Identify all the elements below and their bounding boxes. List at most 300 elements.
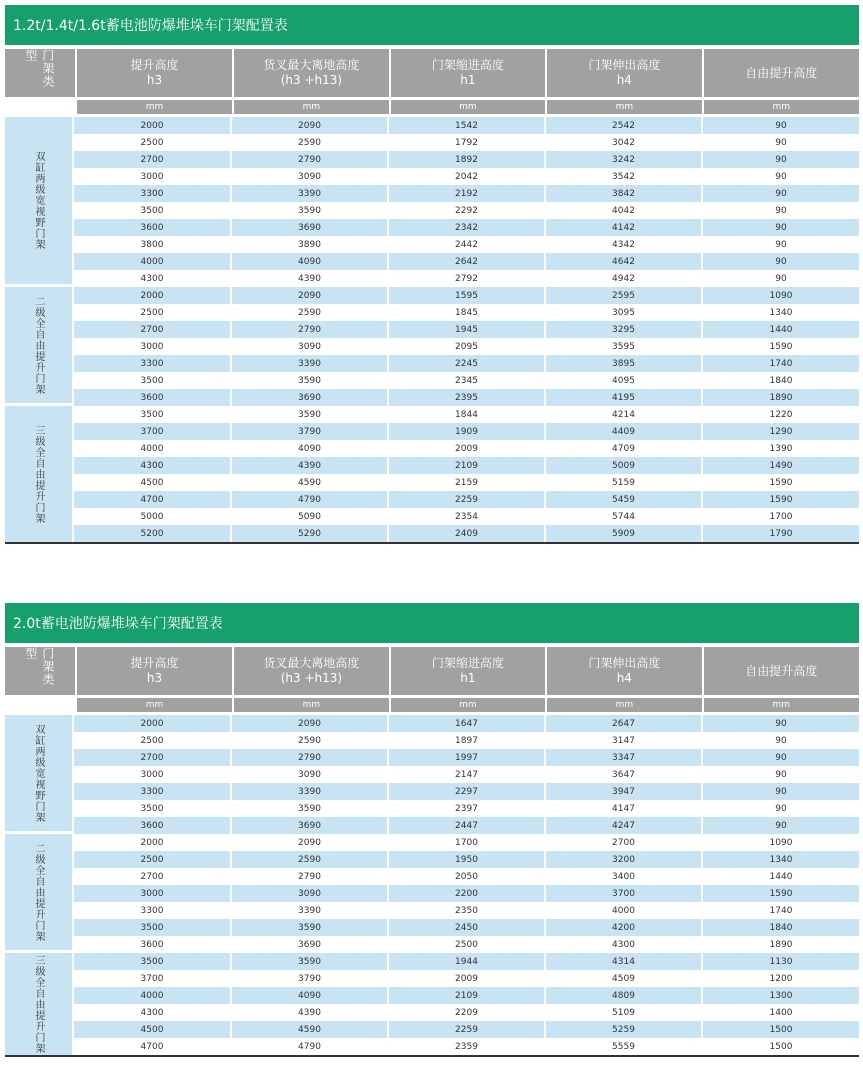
table-cell: 5744 [612, 511, 635, 522]
mast-type-column [5, 117, 72, 542]
table-cell: 3390 [232, 355, 387, 372]
table-cell: 2354 [455, 511, 478, 522]
table-cell: 90 [775, 205, 787, 216]
table-row [74, 885, 859, 902]
table-cell: 4300 [140, 273, 164, 284]
table-cell: 2259 [389, 491, 544, 508]
mast-type-label-text: 三级全自由提升门架 [33, 954, 44, 1054]
table-cell: 2397 [455, 803, 478, 814]
table-row [74, 202, 859, 219]
table-cell: 1440 [703, 321, 859, 338]
table-cell: 1997 [389, 749, 544, 766]
table-cell: 3690 [232, 389, 387, 406]
table-title-text: 2.0t蓄电池防爆堆垛车门架配置表 [13, 616, 223, 632]
table-cell: 1944 [389, 953, 544, 970]
table-cell: 3300 [74, 355, 230, 372]
table-cell: 1840 [703, 919, 859, 936]
mast-type-label [5, 117, 72, 287]
column-header-label: 货叉最大离地高度 [263, 58, 360, 72]
table-cell: 3090 [298, 769, 321, 780]
table-cell: 4195 [546, 389, 701, 406]
table-cell: 90 [775, 239, 787, 250]
table-row [74, 338, 859, 355]
table-cell: 2192 [389, 185, 544, 202]
table-cell: 5909 [546, 525, 701, 542]
table-cell: 2090 [232, 715, 387, 732]
header-row [5, 49, 859, 97]
table-cell: 4700 [74, 491, 230, 508]
table-cell: 2095 [455, 341, 478, 352]
table-section-1 [5, 5, 859, 544]
unit-label: mm [391, 698, 545, 712]
table-cell: 2500 [74, 851, 230, 868]
table-cell: 2000 [74, 287, 230, 304]
table-cell: 1844 [455, 409, 478, 420]
table-cell: 3590 [232, 953, 387, 970]
table-cell: 4409 [546, 423, 701, 440]
table-cell: 3042 [612, 137, 635, 148]
table-cell: 3542 [612, 171, 635, 182]
table-cell: 2000 [74, 715, 230, 732]
data-rows [74, 117, 859, 542]
table-cell: 3500 [140, 375, 164, 386]
table-cell: 4214 [612, 409, 635, 420]
table-cell: 4642 [546, 253, 701, 270]
table-title-1 [5, 5, 859, 45]
table-cell: 3600 [74, 817, 230, 834]
table-row [74, 970, 859, 987]
table-row [74, 800, 859, 817]
table-cell: 4790 [298, 1041, 321, 1052]
table-cell: 4200 [546, 919, 701, 936]
table-cell: 1892 [389, 151, 544, 168]
table-cell: 5559 [612, 1041, 635, 1052]
table-cell: 3842 [546, 185, 701, 202]
column-header-symbol: h3 [146, 73, 163, 87]
table-cell: 4000 [140, 443, 164, 454]
unit-label: mm [704, 698, 859, 712]
column-header-symbol: h1 [460, 671, 476, 685]
table-cell: 2042 [455, 171, 478, 182]
table-cell: 2590 [298, 735, 321, 746]
table-cell: 2590 [298, 137, 321, 148]
mast-type-label-text: 双缸两级宽视野门架 [33, 151, 44, 250]
table-row [74, 936, 859, 953]
table-cell: 3590 [298, 375, 321, 386]
table-cell: 2700 [74, 749, 230, 766]
table-body [5, 715, 859, 1055]
table-cell: 90 [703, 783, 859, 800]
table-cell: 2350 [455, 905, 478, 916]
table-cell: 3000 [74, 885, 230, 902]
table-cell: 1909 [389, 423, 544, 440]
column-header [547, 49, 701, 97]
table-cell: 3895 [546, 355, 701, 372]
table-cell: 4147 [612, 803, 635, 814]
table-cell: 4700 [140, 1041, 164, 1052]
table-cell: 3390 [232, 783, 387, 800]
table-cell: 3800 [140, 239, 164, 250]
table-cell: 3200 [546, 851, 701, 868]
table-cell: 3390 [232, 185, 387, 202]
table-cell: 5109 [612, 1007, 635, 1018]
table-row [74, 321, 859, 338]
table-cell: 3590 [232, 919, 387, 936]
table-cell: 3347 [546, 749, 701, 766]
table-cell: 5200 [74, 525, 230, 542]
table-row [74, 253, 859, 270]
table-cell: 1500 [703, 1021, 859, 1038]
table-cell: 1390 [769, 443, 793, 454]
table-cell: 2200 [389, 885, 544, 902]
table-cell: 1740 [769, 905, 793, 916]
table-cell: 2700 [74, 321, 230, 338]
table-cell: 2050 [455, 871, 478, 882]
mast-type-column [5, 715, 72, 1055]
table-cell: 1590 [703, 885, 859, 902]
table-row [74, 151, 859, 168]
column-header-label: 货叉最大离地高度 [263, 656, 360, 670]
table-row [74, 1038, 859, 1055]
table-cell: 3300 [74, 185, 230, 202]
table-cell: 3700 [140, 973, 164, 984]
column-header-label: 自由提升高度 [745, 65, 818, 80]
table-cell: 3600 [140, 939, 164, 950]
unit-label: mm [234, 100, 388, 114]
table-cell: 2109 [389, 987, 544, 1004]
column-header [704, 647, 859, 695]
table-cell: 1700 [455, 837, 478, 848]
table-cell: 3000 [140, 171, 164, 182]
table-body [5, 117, 859, 542]
table-row [74, 423, 859, 440]
column-header [77, 647, 232, 695]
mast-type-label [5, 715, 72, 834]
table-cell: 90 [703, 817, 859, 834]
table-cell: 2500 [140, 137, 164, 148]
table-cell: 1490 [703, 457, 859, 474]
unit-label: mm [547, 100, 701, 114]
table-row [74, 868, 859, 885]
unit-row [5, 698, 859, 712]
table-cell: 4590 [232, 1021, 387, 1038]
table-bottom-rule [5, 542, 859, 544]
table-cell: 1440 [769, 871, 793, 882]
table-cell: 2009 [455, 443, 478, 454]
table-cell: 4247 [546, 817, 701, 834]
table-row [74, 732, 859, 749]
column-header-label: 自由提升高度 [745, 663, 818, 678]
column-header-symbol: h4 [616, 671, 632, 685]
table-cell: 1740 [703, 355, 859, 372]
table-cell: 1590 [703, 491, 859, 508]
table-row [74, 440, 859, 457]
table-cell: 4790 [232, 491, 387, 508]
table-row [74, 491, 859, 508]
table-cell: 4090 [232, 253, 387, 270]
table-row [74, 1021, 859, 1038]
table-cell: 4390 [298, 1007, 321, 1018]
table-cell: 2345 [455, 375, 478, 386]
table-cell: 1340 [769, 307, 793, 318]
table-cell: 1090 [703, 287, 859, 304]
table-row [74, 1004, 859, 1021]
table-cell: 3790 [298, 973, 321, 984]
table-cell: 3947 [546, 783, 701, 800]
table-cell: 1890 [703, 389, 859, 406]
table-cell: 4090 [232, 987, 387, 1004]
table-cell: 3400 [612, 871, 635, 882]
table-cell: 1792 [455, 137, 478, 148]
table-cell: 3500 [140, 409, 164, 420]
table-cell: 3090 [298, 341, 321, 352]
table-cell: 1700 [769, 511, 793, 522]
table-cell: 3000 [140, 769, 164, 780]
column-header [77, 49, 232, 97]
table-row [74, 389, 859, 406]
column-header-symbol: h3 [146, 671, 163, 685]
table-cell: 2700 [612, 837, 635, 848]
table-cell: 90 [703, 151, 859, 168]
table-row [74, 749, 859, 766]
table-cell: 2245 [389, 355, 544, 372]
table-cell: 4342 [612, 239, 635, 250]
table-cell: 3500 [140, 205, 164, 216]
table-cell: 3890 [298, 239, 321, 250]
table-cell: 5009 [546, 457, 701, 474]
table-cell: 5159 [612, 477, 635, 488]
table-cell: 90 [775, 803, 787, 814]
table-cell: 1290 [703, 423, 859, 440]
table-cell: 3095 [612, 307, 635, 318]
table-row [74, 372, 859, 389]
table-cell: 2647 [546, 715, 701, 732]
table-cell: 4500 [74, 1021, 230, 1038]
table-row [74, 953, 859, 970]
table-cell: 1840 [769, 375, 793, 386]
table-cell: 2442 [455, 239, 478, 250]
table-cell: 5259 [546, 1021, 701, 1038]
table-row [74, 783, 859, 800]
table-cell: 2409 [389, 525, 544, 542]
header-row [5, 647, 859, 695]
table-cell: 4942 [612, 273, 635, 284]
column-header-symbol: (h3 +h13) [280, 671, 343, 685]
table-cell: 3147 [612, 735, 635, 746]
config-table-1 [5, 49, 859, 544]
table-cell: 3590 [298, 409, 321, 420]
table-cell: 2109 [389, 457, 544, 474]
table-row [74, 117, 859, 134]
table-cell: 4090 [298, 443, 321, 454]
table-cell: 3390 [298, 905, 321, 916]
table-section-2 [5, 603, 859, 1057]
table-cell: 1300 [703, 987, 859, 1004]
table-cell: 3690 [298, 939, 321, 950]
table-cell: 2159 [455, 477, 478, 488]
table-cell: 90 [703, 715, 859, 732]
table-cell: 2790 [298, 871, 321, 882]
table-cell: 1130 [703, 953, 859, 970]
table-cell: 4390 [232, 457, 387, 474]
mast-type-header-text: 门架类型 [23, 647, 55, 686]
table-cell: 3500 [74, 919, 230, 936]
unit-label: mm [391, 100, 545, 114]
table-cell: 4709 [612, 443, 635, 454]
table-row [74, 406, 859, 423]
table-cell: 4390 [298, 273, 321, 284]
table-cell: 2000 [140, 837, 164, 848]
table-cell: 4509 [612, 973, 635, 984]
unit-label: mm [77, 698, 232, 712]
table-cell: 3300 [74, 783, 230, 800]
table-cell: 4500 [140, 477, 164, 488]
table-cell: 4095 [612, 375, 635, 386]
table-cell: 4042 [612, 205, 635, 216]
config-table-2 [5, 647, 859, 1057]
table-cell: 90 [775, 769, 787, 780]
table-cell: 3590 [298, 803, 321, 814]
table-cell: 1200 [769, 973, 793, 984]
table-cell: 2595 [546, 287, 701, 304]
table-cell: 2500 [140, 735, 164, 746]
mast-type-label [5, 406, 72, 542]
table-cell: 3590 [298, 205, 321, 216]
table-cell: 1790 [703, 525, 859, 542]
table-row [74, 987, 859, 1004]
column-header-label: 门架缩进高度 [431, 656, 504, 670]
table-cell: 2590 [298, 307, 321, 318]
unit-label: mm [704, 100, 859, 114]
table-row [74, 236, 859, 253]
mast-type-header-text: 门架类型 [23, 49, 55, 88]
table-cell: 3500 [140, 803, 164, 814]
table-cell: 3090 [232, 885, 387, 902]
table-cell: 3690 [232, 817, 387, 834]
table-cell: 4314 [546, 953, 701, 970]
table-cell: 1897 [455, 735, 478, 746]
table-cell: 1542 [389, 117, 544, 134]
column-header-label: 门架缩进高度 [431, 58, 504, 72]
unit-label: mm [234, 698, 388, 712]
mast-type-label [5, 953, 72, 1055]
mast-type-header [5, 647, 75, 695]
table-cell: 3295 [546, 321, 701, 338]
mast-type-label-text: 二级全自由提升门架 [33, 295, 44, 395]
table-cell: 2090 [232, 117, 387, 134]
table-row [74, 457, 859, 474]
table-row [74, 355, 859, 372]
table-cell: 1500 [769, 1041, 793, 1052]
table-bottom-rule [5, 1055, 859, 1057]
table-cell: 2090 [232, 287, 387, 304]
mast-type-label-text: 三级全自由提升门架 [33, 424, 44, 524]
table-cell: 2700 [74, 151, 230, 168]
table-cell: 3300 [140, 905, 164, 916]
table-cell: 3600 [74, 219, 230, 236]
table-cell: 2790 [232, 749, 387, 766]
table-row [74, 834, 859, 851]
table-cell: 90 [775, 137, 787, 148]
table-cell: 2090 [298, 837, 321, 848]
column-header [391, 647, 545, 695]
table-cell: 2790 [232, 151, 387, 168]
column-header [391, 49, 545, 97]
table-cell: 4300 [140, 1007, 164, 1018]
table-title-text: 1.2t/1.4t/1.6t蓄电池防爆堆垛车门架配置表 [13, 18, 288, 34]
table-cell: 2642 [389, 253, 544, 270]
mast-type-label [5, 834, 72, 953]
column-header-symbol: h1 [460, 73, 476, 87]
table-title-2 [5, 603, 859, 643]
unit-label: mm [77, 100, 232, 114]
table-cell: 2590 [232, 851, 387, 868]
table-cell: 5000 [140, 511, 164, 522]
table-cell: 3647 [612, 769, 635, 780]
table-cell: 90 [703, 253, 859, 270]
table-cell: 4300 [612, 939, 635, 950]
table-cell: 2542 [546, 117, 701, 134]
table-cell: 2209 [455, 1007, 478, 1018]
table-row [74, 287, 859, 304]
mast-type-label [5, 287, 72, 406]
table-cell: 2342 [389, 219, 544, 236]
table-row [74, 304, 859, 321]
column-header-label: 门架伸出高度 [588, 58, 661, 72]
column-header-label: 提升高度 [130, 656, 179, 670]
table-cell: 1590 [769, 477, 793, 488]
mast-type-label-text: 双缸两级宽视野门架 [33, 723, 44, 823]
column-header [547, 647, 701, 695]
table-cell: 4000 [612, 905, 635, 916]
table-row [74, 919, 859, 936]
table-cell: 2450 [389, 919, 544, 936]
unit-label: mm [547, 698, 701, 712]
table-cell: 1595 [389, 287, 544, 304]
table-cell: 1400 [769, 1007, 793, 1018]
table-row [74, 270, 859, 287]
table-cell: 1950 [389, 851, 544, 868]
column-header [704, 49, 859, 97]
table-cell: 90 [703, 749, 859, 766]
table-cell: 3790 [232, 423, 387, 440]
table-cell: 2500 [140, 307, 164, 318]
table-cell: 2009 [455, 973, 478, 984]
table-cell: 4809 [546, 987, 701, 1004]
table-cell: 3242 [546, 151, 701, 168]
table-cell: 5090 [298, 511, 321, 522]
table-cell: 2000 [74, 117, 230, 134]
table-cell: 1590 [769, 341, 793, 352]
table-cell: 3000 [140, 341, 164, 352]
table-row [74, 715, 859, 732]
table-row [74, 902, 859, 919]
table-cell: 90 [775, 171, 787, 182]
table-row [74, 766, 859, 783]
table-cell: 4000 [74, 987, 230, 1004]
table-row [74, 168, 859, 185]
mast-type-header [5, 49, 75, 97]
unit-spacer [5, 100, 77, 114]
column-header [234, 647, 388, 695]
table-row [74, 185, 859, 202]
table-cell: 90 [703, 117, 859, 134]
table-cell: 1647 [389, 715, 544, 732]
table-cell: 2395 [389, 389, 544, 406]
table-row [74, 474, 859, 491]
column-header [234, 49, 388, 97]
column-header-label: 提升高度 [130, 58, 179, 72]
